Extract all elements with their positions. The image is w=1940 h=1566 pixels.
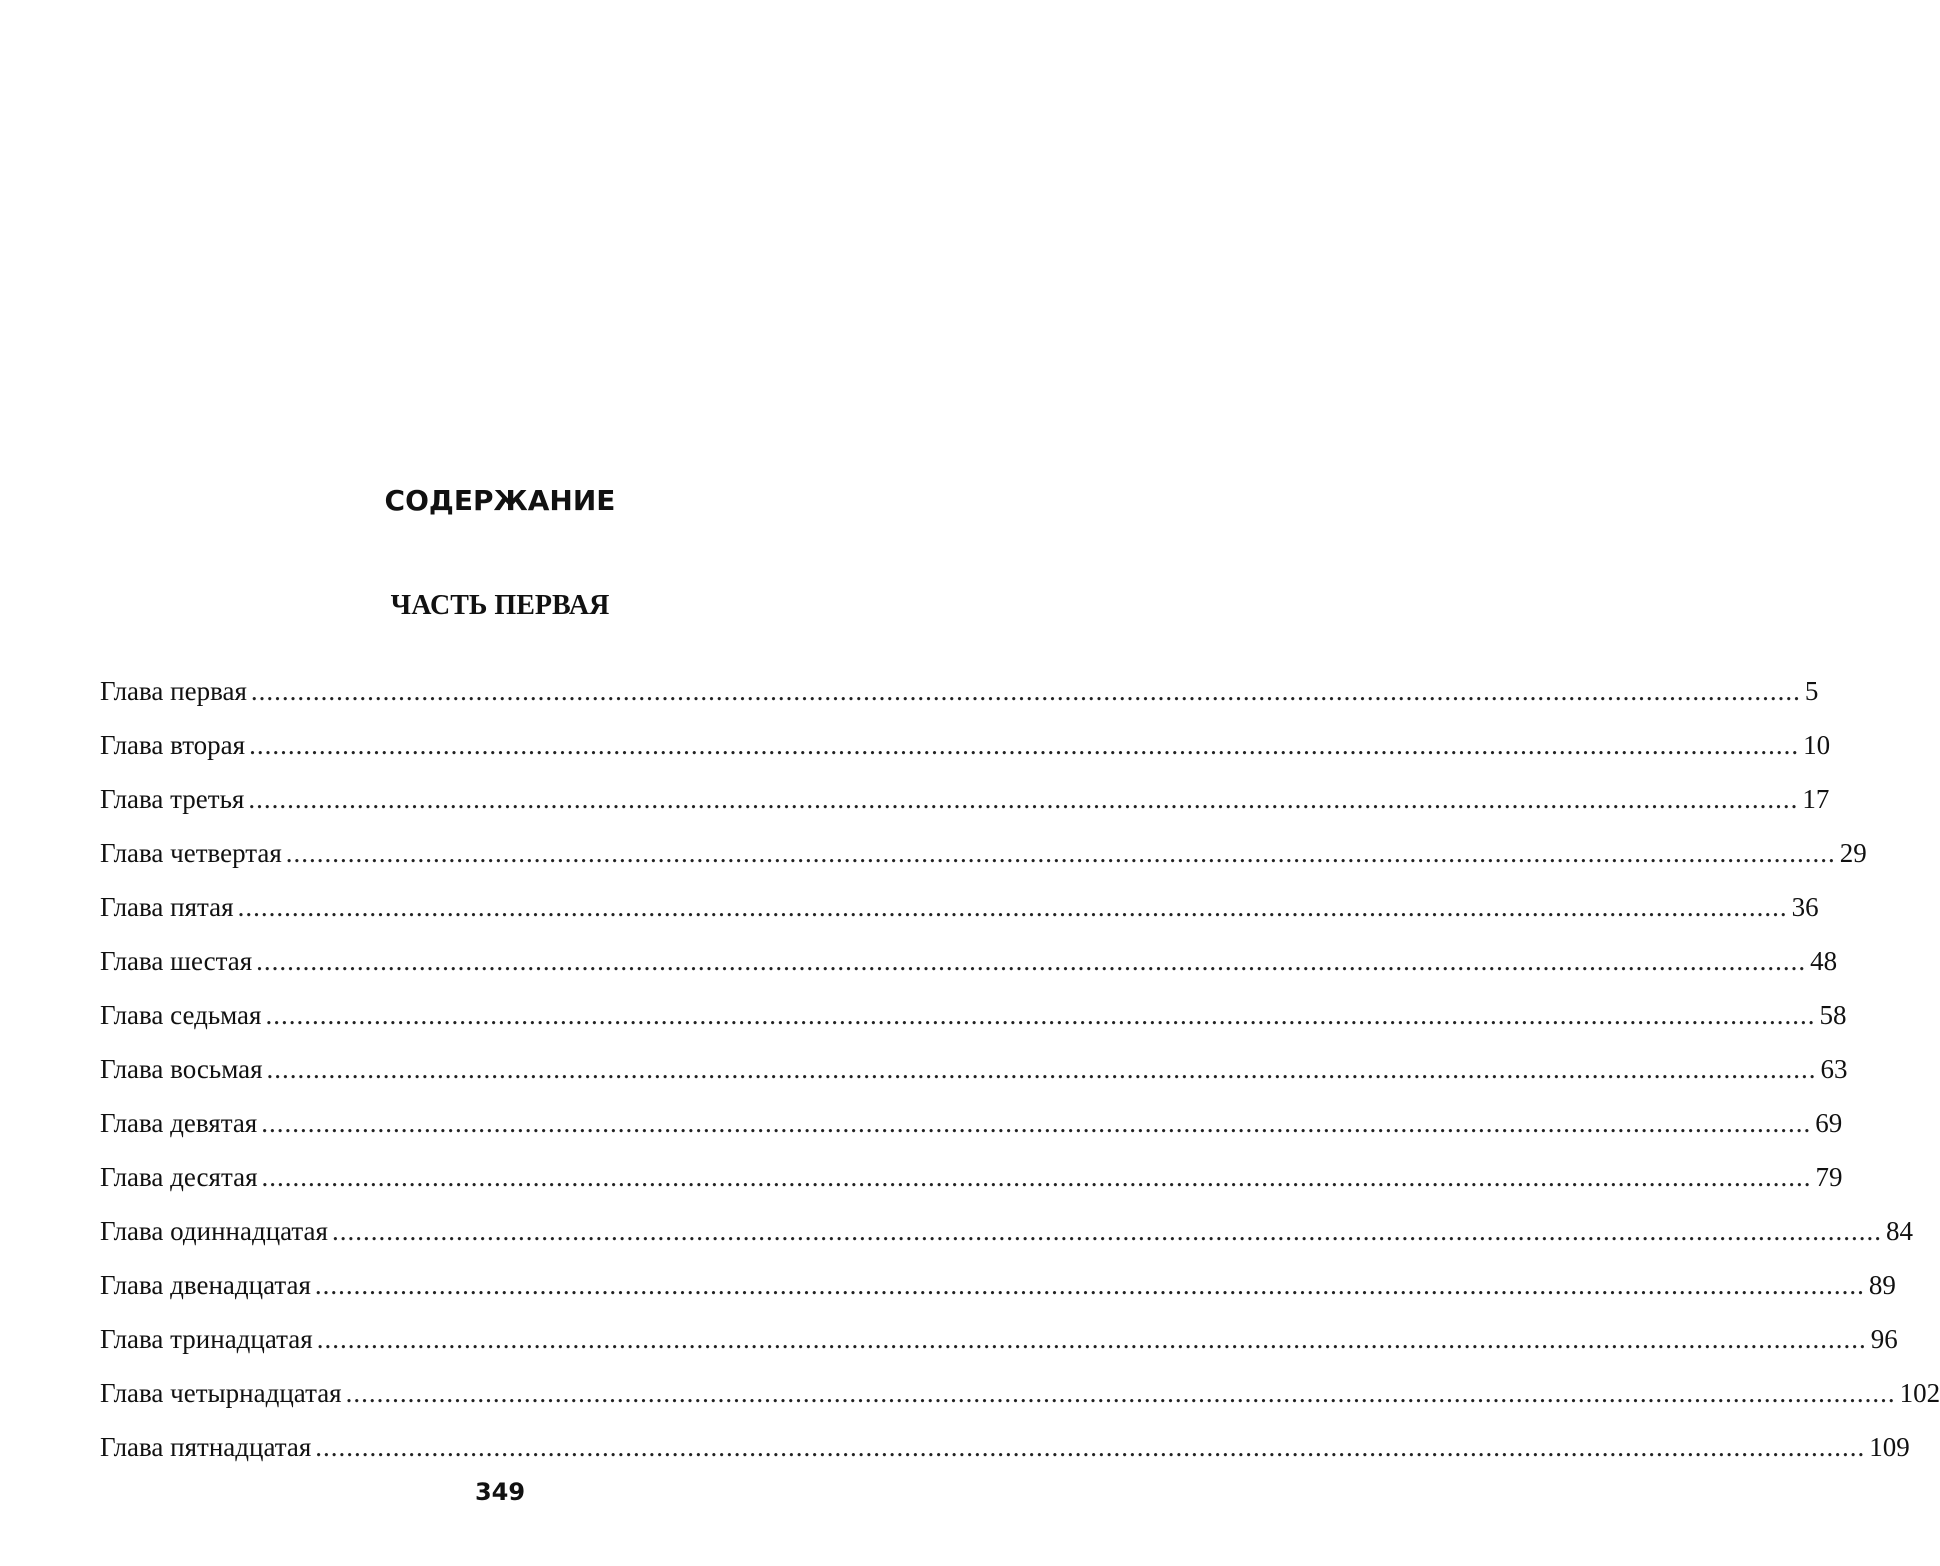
toc-entry-title: Глава третья — [100, 784, 245, 814]
toc-entry-title: Глава девятая — [100, 1108, 258, 1138]
toc-entry — [100, 772, 1830, 826]
toc-entry — [100, 1096, 1843, 1150]
toc-entry-title: Глава пятнадцатая — [100, 1432, 312, 1462]
toc-entry-title: Глава первая — [100, 676, 247, 706]
toc-entry — [100, 1420, 1910, 1474]
dot-leader: ........................................................................................................................................................................................................ — [261, 1162, 1812, 1192]
page-title: СОДЕРЖАНИЕ — [384, 484, 616, 517]
toc-entry-page: 29 — [1839, 838, 1867, 868]
toc-entry-title: Глава вторая — [100, 730, 246, 760]
toc-entry — [100, 1312, 1898, 1366]
toc-entry — [100, 664, 1819, 718]
toc-entry-page: 69 — [1815, 1108, 1843, 1138]
toc-entry-page: 89 — [1868, 1270, 1896, 1300]
dot-leader: ........................................................................................................................................................................................................ — [266, 1054, 1817, 1084]
dot-leader: ........................................................................................................................................................................................................ — [345, 1378, 1896, 1408]
toc-entry-title: Глава одиннадцатая — [100, 1216, 328, 1246]
dot-leader: ........................................................................................................................................................................................................ — [249, 730, 1800, 760]
toc-entry-page: 17 — [1802, 784, 1830, 814]
toc-entry — [100, 1042, 1848, 1096]
toc-entry-title: Глава восьмая — [100, 1054, 263, 1084]
toc-entry-title: Глава седьмая — [100, 1000, 262, 1030]
dot-leader: ........................................................................................................................................................................................................ — [248, 784, 1799, 814]
toc-entry-page: 79 — [1815, 1162, 1843, 1192]
toc-entry — [100, 1204, 1913, 1258]
toc-entry-title: Глава шестая — [100, 946, 253, 976]
toc-entry-title: Глава пятая — [100, 892, 234, 922]
dot-leader: ........................................................................................................................................................................................................ — [237, 892, 1788, 922]
dot-leader: ........................................................................................................................................................................................................ — [316, 1324, 1867, 1354]
dot-leader: ........................................................................................................................................................................................................ — [314, 1270, 1865, 1300]
dot-leader: ........................................................................................................................................................................................................ — [261, 1108, 1812, 1138]
toc-entry-page: 10 — [1803, 730, 1831, 760]
toc-entry-title: Глава четвертая — [100, 838, 282, 868]
toc-entry-page: 36 — [1791, 892, 1819, 922]
toc-entry-page: 109 — [1869, 1432, 1910, 1462]
table-of-contents — [100, 664, 1940, 1474]
toc-entry — [100, 826, 1867, 880]
page-number: 349 — [474, 1478, 526, 1506]
toc-entry-page: 48 — [1810, 946, 1838, 976]
dot-leader: ........................................................................................................................................................................................................ — [265, 1000, 1816, 1030]
toc-entry-title: Глава десятая — [100, 1162, 258, 1192]
toc-entry-page: 63 — [1820, 1054, 1848, 1084]
toc-entry — [100, 718, 1831, 772]
toc-entry — [100, 1366, 1940, 1420]
dot-leader: ........................................................................................................................................................................................................ — [250, 676, 1801, 706]
toc-entry-title: Глава тринадцатая — [100, 1324, 313, 1354]
toc-entry-page: 84 — [1885, 1216, 1913, 1246]
toc-entry-page: 96 — [1870, 1324, 1898, 1354]
dot-leader: ........................................................................................................................................................................................................ — [331, 1216, 1882, 1246]
toc-entry-page: 5 — [1804, 676, 1819, 706]
toc-entry-page: 102 — [1899, 1378, 1940, 1408]
toc-entry — [100, 1258, 1896, 1312]
dot-leader: ........................................................................................................................................................................................................ — [256, 946, 1807, 976]
toc-entry-page: 58 — [1819, 1000, 1847, 1030]
dot-leader: ........................................................................................................................................................................................................ — [315, 1432, 1866, 1462]
toc-entry — [100, 988, 1847, 1042]
toc-entry-title: Глава четырнадцатая — [100, 1378, 342, 1408]
toc-entry — [100, 934, 1838, 988]
toc-entry — [100, 1150, 1843, 1204]
dot-leader: ........................................................................................................................................................................................................ — [285, 838, 1836, 868]
toc-entry-title: Глава двенадцатая — [100, 1270, 311, 1300]
part-title: ЧАСТЬ ПЕРВАЯ — [390, 590, 610, 621]
toc-entry — [100, 880, 1819, 934]
